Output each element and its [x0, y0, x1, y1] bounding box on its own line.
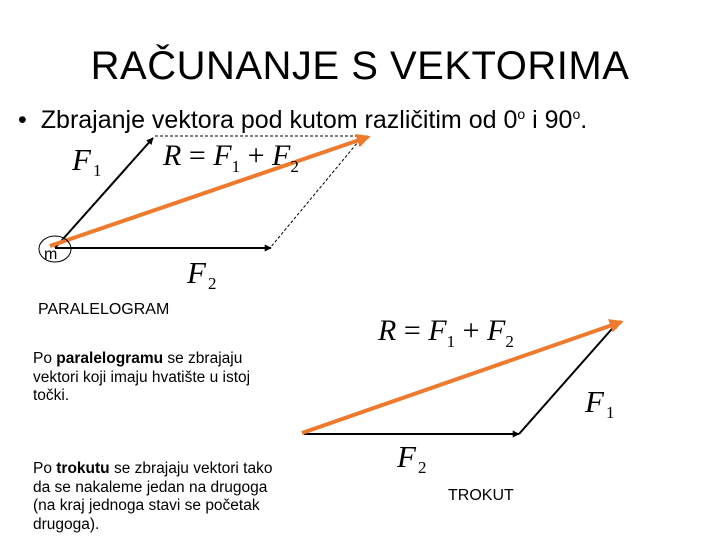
bullet-text-after: . — [580, 106, 588, 134]
triangle-f1-label-base: F — [585, 384, 604, 419]
mass-label: m — [44, 246, 58, 263]
triangle-f1-label — [584, 384, 614, 422]
triangle-f2-label-sub: 2 — [417, 458, 427, 477]
eq-bottom-f1: F — [428, 314, 447, 347]
triangle-diagram — [302, 314, 621, 477]
resultant-equation-top — [162, 139, 299, 176]
degree-symbol-2: o — [572, 106, 581, 122]
eq-bottom-f2: F — [487, 314, 506, 347]
eq-top-sub1: 1 — [231, 157, 241, 176]
trokut-description — [33, 460, 283, 534]
f1-label — [71, 142, 101, 180]
paralelogram-description — [33, 350, 273, 406]
triangle-f2-label-base: F — [397, 439, 416, 474]
eq-bottom-sub1: 1 — [446, 332, 456, 351]
eq-bottom-r: R — [378, 314, 397, 347]
text2-part1: Po — [33, 460, 57, 477]
eq-bottom-eq: = — [396, 314, 429, 347]
bullet-text-before: Zbrajanje vektora pod kutom različitim od 0 — [40, 106, 518, 134]
eq-bottom-sub2: 2 — [505, 332, 514, 351]
bullet-text-middle: i 90 — [525, 106, 573, 134]
bullet-marker: • — [18, 106, 27, 134]
f1-label-sub: 1 — [92, 161, 102, 180]
eq-top-sub2: 2 — [290, 157, 299, 176]
eq-top-f1: F — [213, 139, 232, 172]
text1-bold: paralelogramu — [56, 350, 164, 367]
triangle-f2-label — [396, 439, 426, 477]
f2-label-base: F — [187, 255, 206, 290]
text2-part2: se zbrajaju vektori tako da se nakaleme jedan na drugoga (na kraj jednoga stavi se početak drugoga). — [33, 460, 273, 533]
eq-bottom-plus: + — [455, 314, 487, 347]
eq-top-r: R — [163, 139, 182, 172]
f1-label-base: F — [72, 142, 91, 177]
eq-top-f2: F — [272, 139, 291, 172]
text1-part2: se zbrajaju vektori koji imaju hvatište u istoj točki. — [33, 350, 251, 404]
text1-part1: Po — [33, 350, 57, 367]
f2-label — [186, 255, 216, 293]
resultant-equation-bottom — [377, 314, 514, 351]
eq-top-plus: + — [240, 139, 272, 172]
eq-top-eq: = — [181, 139, 214, 172]
f1-vector-arrow — [55, 138, 153, 248]
trokut-label: TROKUT — [448, 487, 514, 504]
f2-label-sub: 2 — [207, 274, 217, 293]
parallelogram-diagram — [39, 136, 368, 293]
degree-symbol-1: o — [517, 106, 526, 122]
triangle-f1-label-sub: 1 — [605, 403, 615, 422]
page-title: RAČUNANJE S VEKTORIMA — [90, 44, 630, 88]
text2-bold: trokutu — [56, 460, 110, 477]
paralelogram-label: PARALELOGRAM — [38, 301, 170, 318]
